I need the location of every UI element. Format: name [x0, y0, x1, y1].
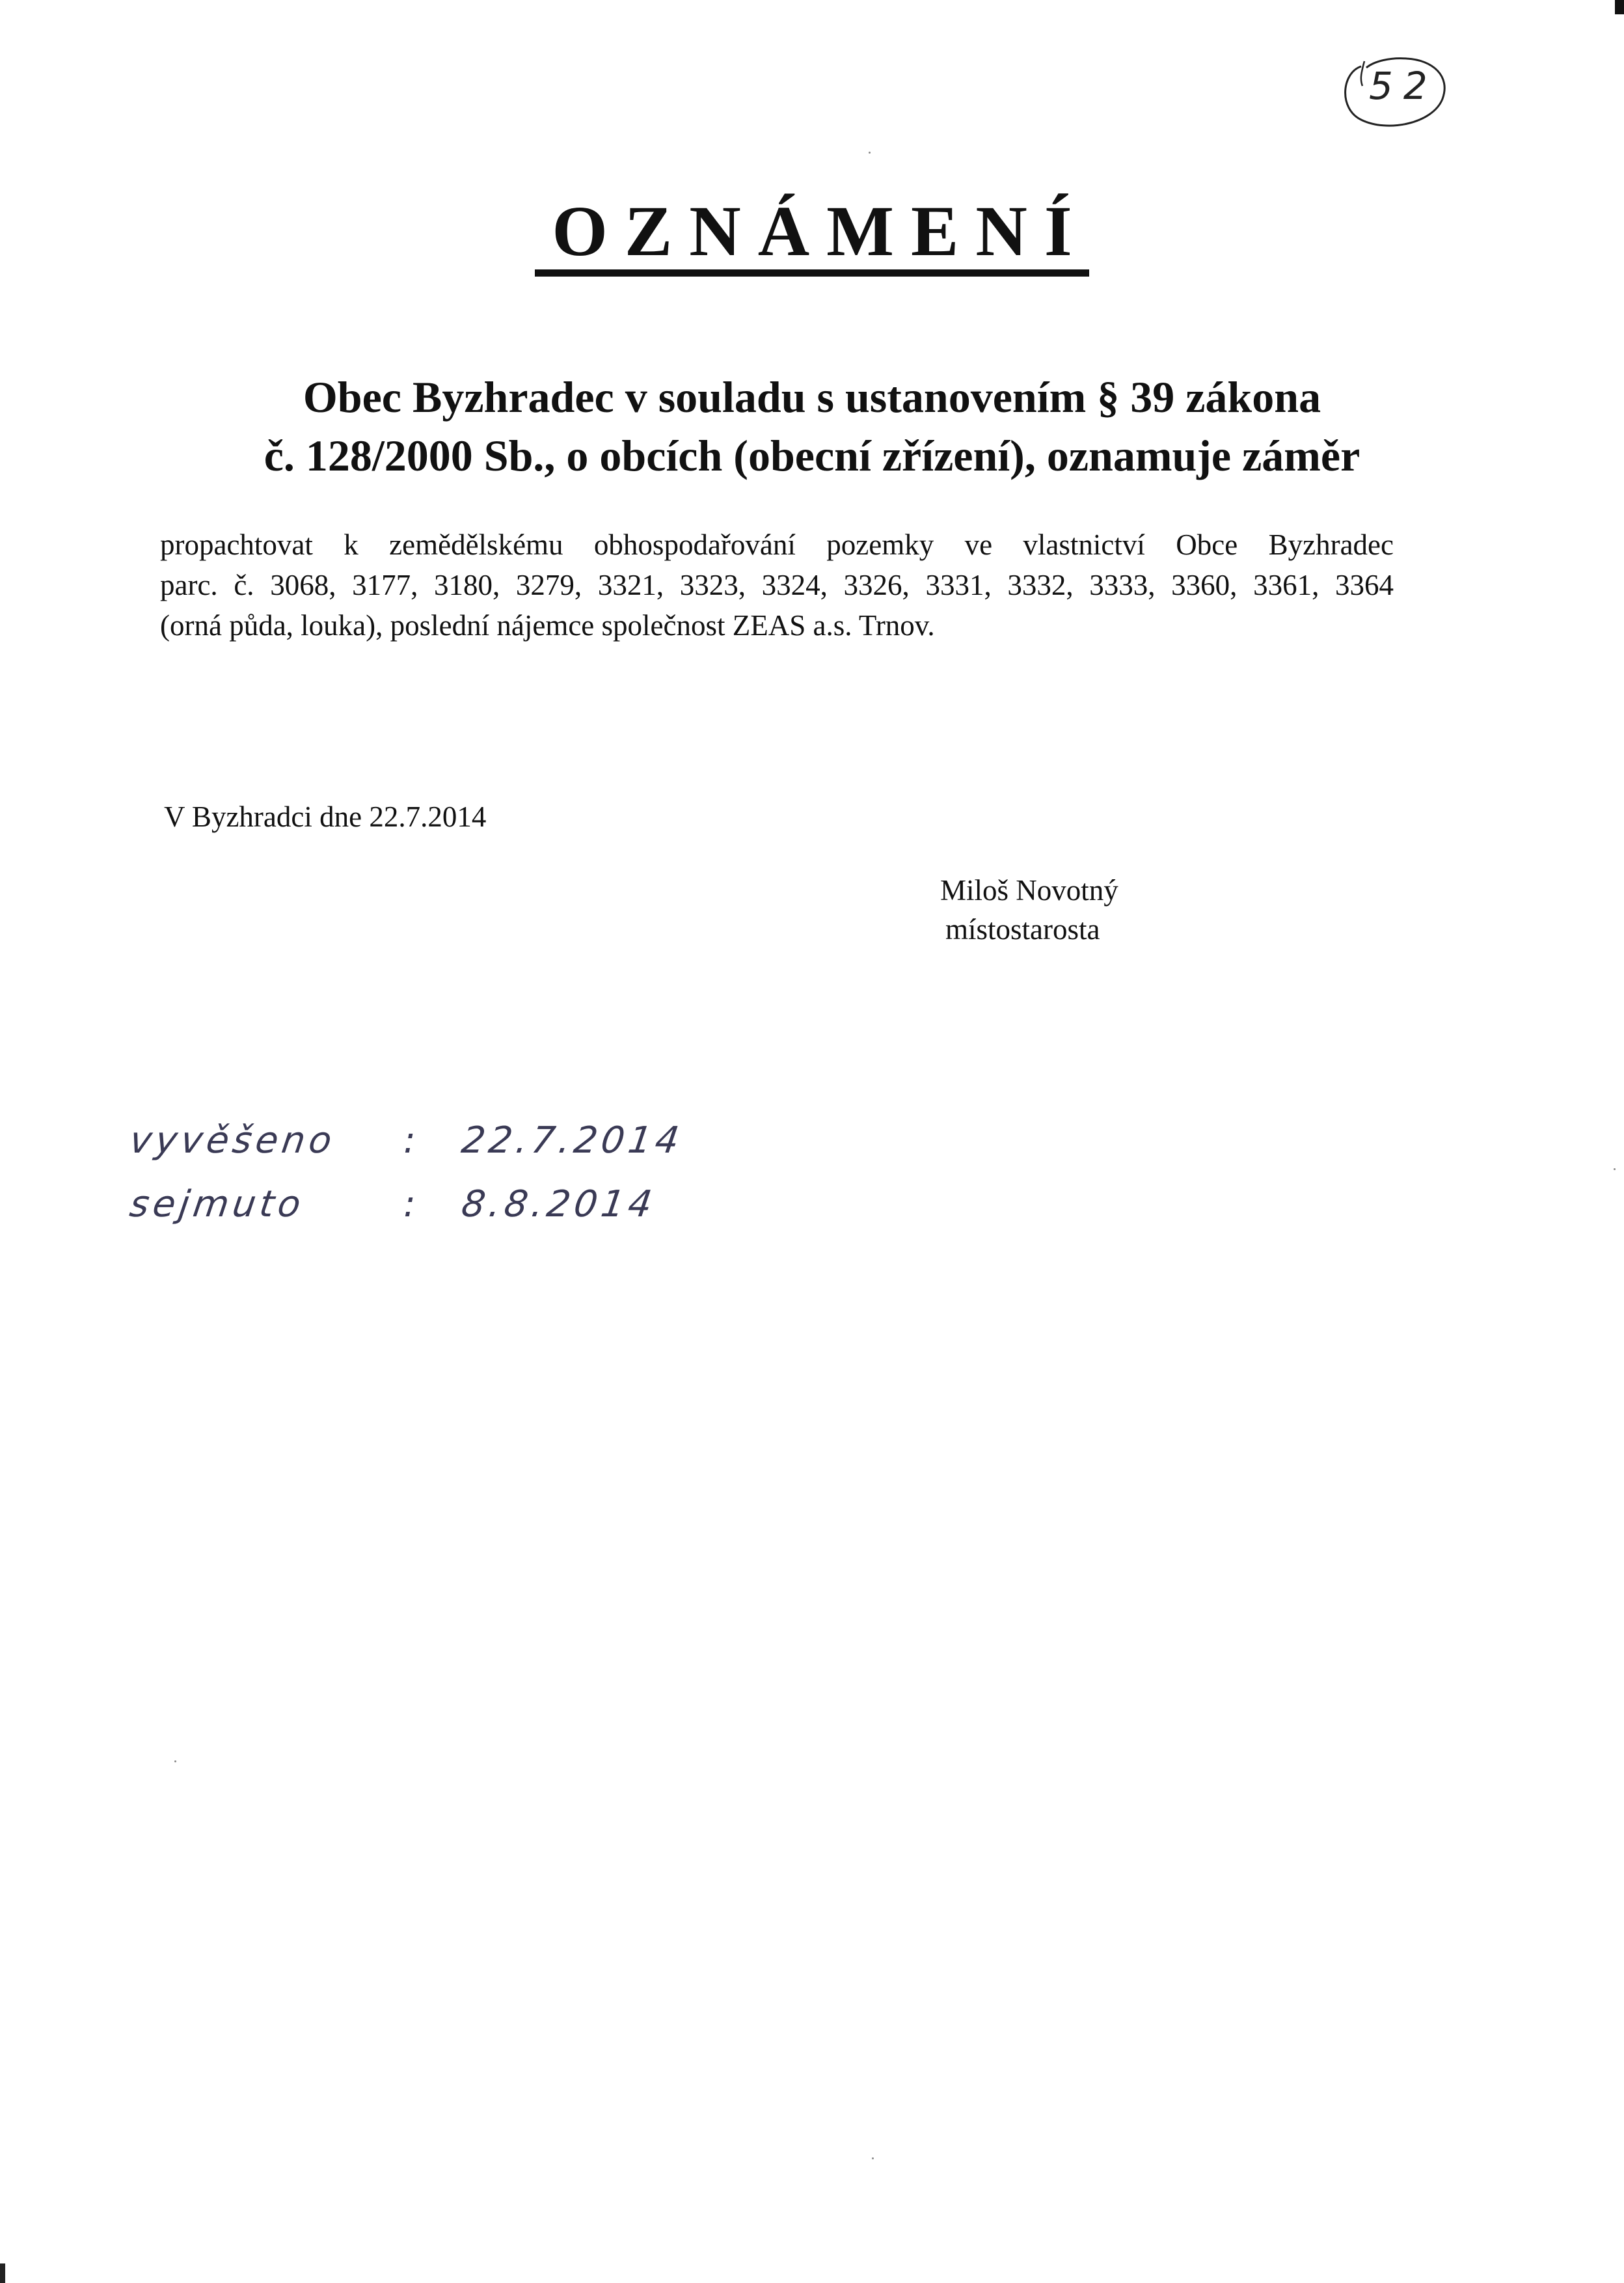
scan-speck — [1614, 1168, 1616, 1170]
body-paragraph — [160, 525, 1394, 646]
handwritten-posted-separator: : — [403, 1119, 420, 1162]
scan-speck — [869, 152, 871, 154]
body-line-2: parc. č. 3068, 3177, 3180, 3279, 3321, 3323, 3324, 3326, 3331, 3332, 3333, 3360, 3361, 3364 — [160, 569, 1394, 601]
signature-block — [940, 871, 1118, 949]
page-number-stamp — [1335, 47, 1452, 138]
heading-line-2: č. 128/2000 Sb., o obcích (obecní zřízení), oznamuje záměr — [264, 431, 1360, 480]
handwritten-notes — [127, 1106, 781, 1250]
document-title — [0, 189, 1624, 277]
place-and-date: V Byzhradci dne 22.7.2014 — [164, 800, 487, 833]
scan-edge-mark — [1615, 0, 1624, 14]
scan-edge-mark-bottom — [0, 2263, 5, 2283]
document-title-text: OZNÁMENÍ — [535, 195, 1089, 277]
signatory-role: místostarosta — [945, 913, 1100, 946]
handwritten-posted-row — [127, 1119, 686, 1162]
document-heading — [0, 368, 1624, 485]
scan-speck — [872, 2157, 874, 2159]
handwritten-posted-date: 22.7.2014 — [459, 1119, 686, 1162]
handwritten-posted-label: vyvěšeno — [127, 1119, 338, 1162]
page-number-text: 52 — [1369, 64, 1438, 108]
scan-speck — [174, 1760, 176, 1762]
handwritten-removed-date: 8.8.2014 — [459, 1183, 658, 1225]
handwritten-removed-separator: : — [403, 1183, 420, 1225]
body-line-1: propachtovat k zemědělskému obhospodařování pozemky ve vlastnictví Obce Byzhradec — [160, 528, 1394, 561]
body-line-3: (orná půda, louka), poslední nájemce společnost ZEAS a.s. Trnov. — [160, 609, 935, 642]
handwritten-removed-label: sejmuto — [127, 1183, 308, 1225]
heading-line-1: Obec Byzhradec v souladu s ustanovením § 39 zákona — [303, 372, 1321, 422]
handwritten-removed-row — [127, 1183, 658, 1225]
signatory-name: Miloš Novotný — [940, 874, 1118, 907]
